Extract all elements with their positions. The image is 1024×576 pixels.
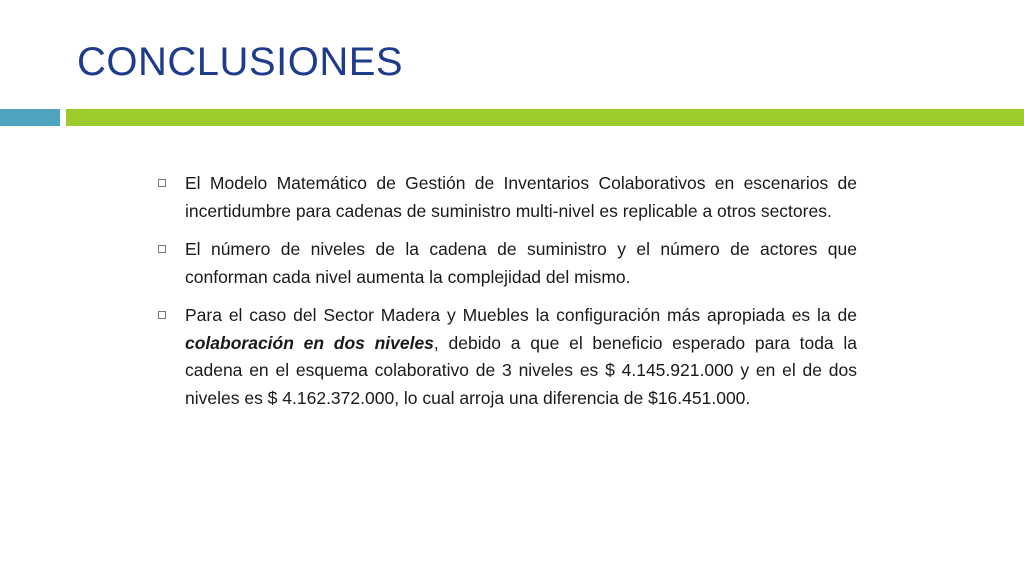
bullet-emphasis: colaboración en dos niveles — [185, 332, 434, 353]
square-bullet-icon — [158, 179, 166, 187]
bullet-item-3 — [155, 302, 857, 412]
accent-bar-right — [66, 109, 1024, 126]
bullet-text: El número de niveles de la cadena de suministro y el número de actores que conforman cada nivel aumenta la complejidad del mismo. — [185, 239, 857, 287]
bullet-text-before: Para el caso del Sector Madera y Muebles la configuración más apropiada es la de — [185, 305, 857, 325]
square-bullet-icon — [158, 245, 166, 253]
bullet-item-1 — [155, 170, 857, 225]
bullet-item-2 — [155, 236, 857, 291]
bullet-text-after: , debido a que el beneficio esperado para toda la cadena en el esquema colaborativo de 3 niveles es $ 4.145.921.000 y en el de dos niveles es $ 4.162.372.000, lo cual arroja una diferencia de $16.451.000. — [185, 332, 857, 408]
accent-bar-left — [0, 109, 60, 126]
square-bullet-icon — [158, 311, 166, 319]
bullet-text: El Modelo Matemático de Gestión de Inventarios Colaborativos en escenarios de incertidumbre para cadenas de suministro multi-nivel es replicable a otros sectores. — [185, 173, 857, 221]
bullet-list — [155, 170, 857, 423]
slide-title: CONCLUSIONES — [77, 40, 404, 84]
